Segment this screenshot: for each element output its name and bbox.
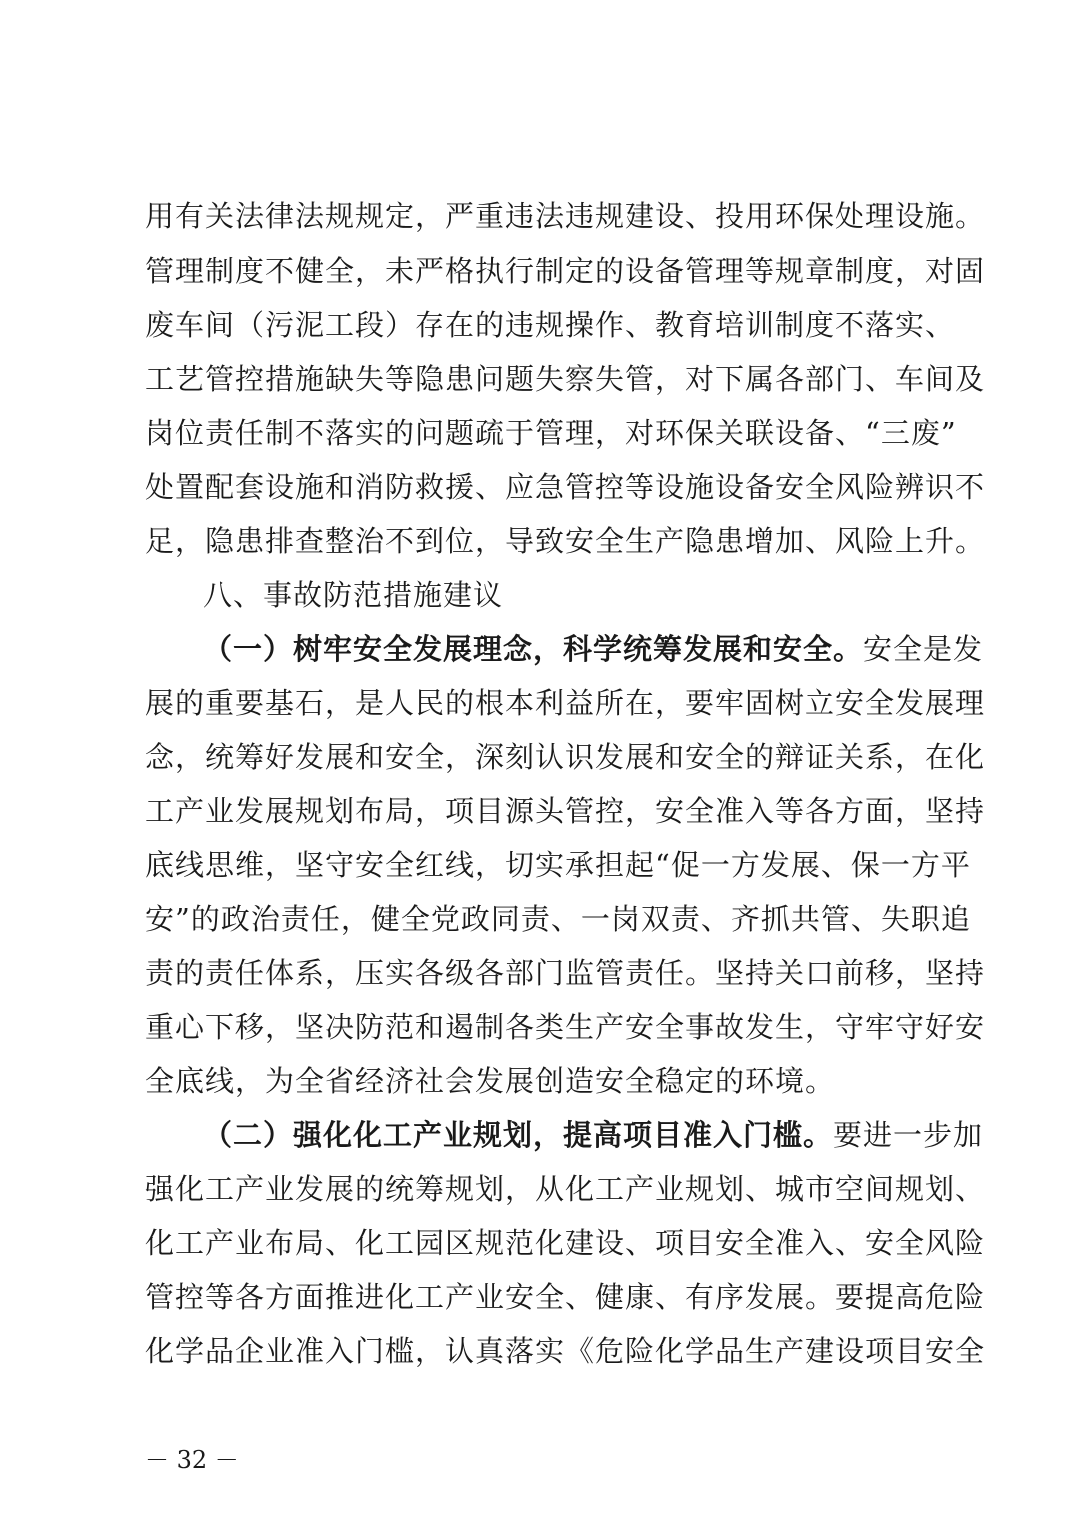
body-text-line: 管控等各方面推进化工产业安全、健康、有序发展。要提高危险 [145,1280,986,1314]
section-heading: 八、事故防范措施建议 [203,578,504,612]
body-text-line: 工产业发展规划布局，项目源头管控，安全准入等各方面，坚持 [145,794,986,828]
body-text-line: 废车间（污泥工段）存在的违规操作、教育培训制度不落实、 [145,308,956,342]
body-text-line: 展的重要基石，是人民的根本利益所在，要牢固树立安全发展理 [145,686,986,720]
item-2-first-line [203,1110,984,1160]
body-text-line: 用有关法律法规规定，严重违法违规建设、投用环保处理设施。 [145,199,986,233]
body-text-line: 全底线，为全省经济社会发展创造安全稳定的环境。 [145,1064,836,1098]
item-1-first-line-rest: 安全是发 [863,632,984,666]
item-2-first-line-rest: 要进一步加 [833,1118,984,1152]
item-1-title: （一）树牢安全发展理念，科学统筹发展和安全。 [203,632,864,666]
item-1-first-line [203,624,984,674]
page-number: － 32 － [145,1446,239,1474]
body-text-line: 安”的政治责任，健全党政同责、一岗双责、齐抓共管、失职追 [145,902,971,936]
body-text-line: 工艺管控措施缺失等隐患问题失察失管，对下属各部门、车间及 [145,362,986,396]
body-text-line: 岗位责任制不落实的问题疏于管理，对环保关联设备、“三废” [145,416,957,450]
body-text-line: 化工产业布局、化工园区规范化建设、项目安全准入、安全风险 [145,1226,986,1260]
body-text-line: 足，隐患排查整治不到位，导致安全生产隐患增加、风险上升。 [145,524,986,558]
item-2-title: （二）强化化工产业规划，提高项目准入门槛。 [203,1118,834,1152]
body-text-line: 责的责任体系，压实各级各部门监管责任。坚持关口前移，坚持 [145,956,986,990]
body-text-line: 化学品企业准入门槛，认真落实《危险化学品生产建设项目安全 [145,1334,986,1368]
body-text-line: 强化工产业发展的统筹规划，从化工产业规划、城市空间规划、 [145,1172,986,1206]
body-text-line: 底线思维，坚守安全红线，切实承担起“促一方发展、保一方平 [145,848,971,882]
body-text-line: 处置配套设施和消防救援、应急管控等设施设备安全风险辨识不 [145,470,986,504]
body-text-line: 重心下移，坚决防范和遏制各类生产安全事故发生，守牢守好安 [145,1010,986,1044]
body-text-line: 管理制度不健全，未严格执行制定的设备管理等规章制度，对固 [145,254,986,288]
body-text-line: 念，统筹好发展和安全，深刻认识发展和安全的辩证关系，在化 [145,740,986,774]
